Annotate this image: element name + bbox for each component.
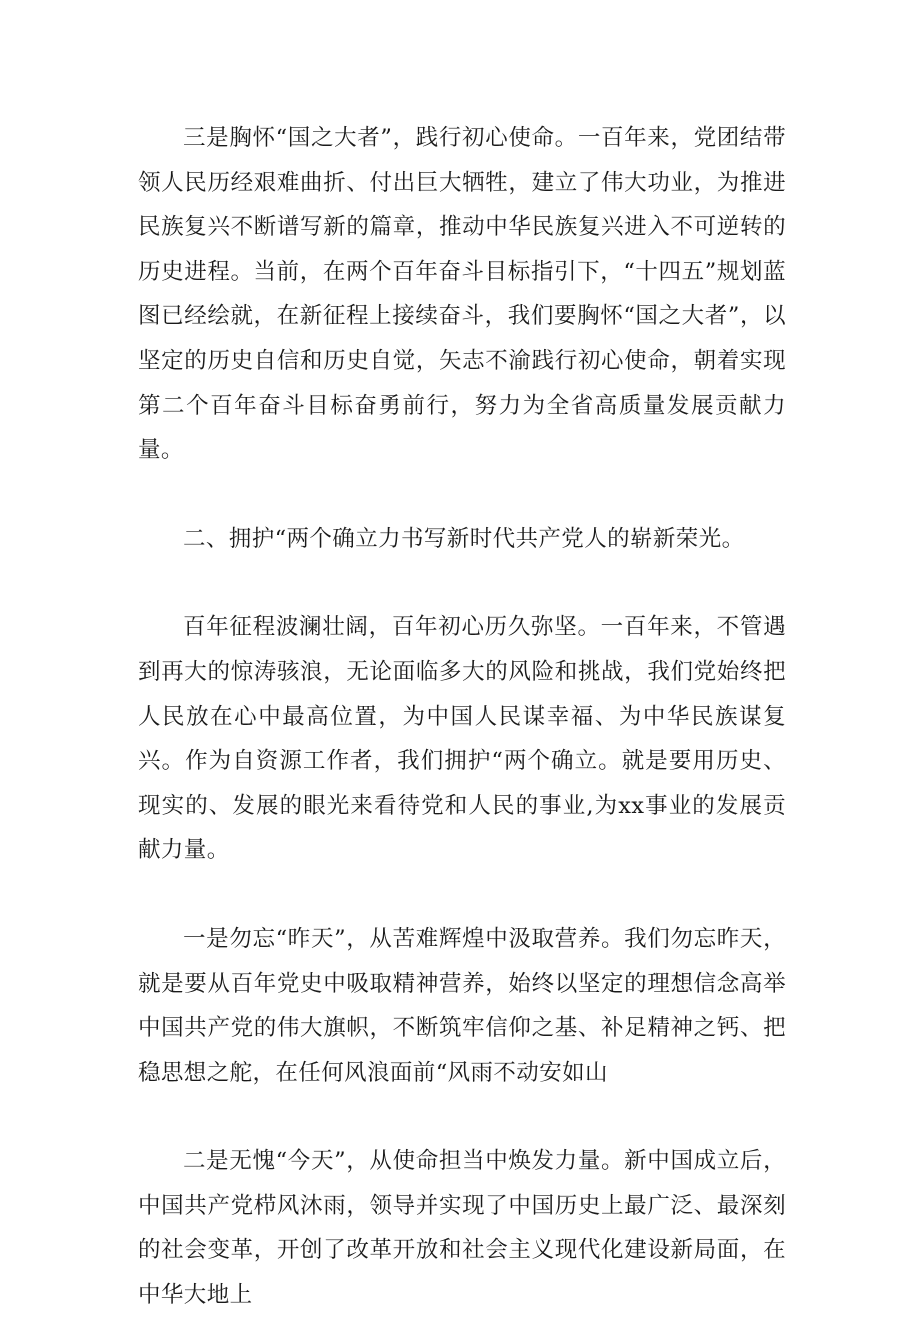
paragraph-yi-shi-wu-wang: 一是勿忘“昨天”，从苦难辉煌中汲取营养。我们勿忘昨天，就是要从百年党史中吸取精神营养，始终以坚定的理想信念高举中国共产党的伟大旗帜，不断筑牢信仰之基、补足精神之钙、把稳思想之舵，在任何风浪面前“风雨不动安如山 [138, 925, 786, 1086]
paragraph-san-shi-xiong-huai: 三是胸怀“国之大者”，践行初心使命。一百年来，党团结带领人民历经艰难曲折、付出巨大牺牲，建立了伟大功业，为推进民族复兴不断谱写新的篇章，推动中华民族复兴进入不可逆转的历史进程。当前，在两个百年奋斗目标指引下，“十四五”规划蓝图已经绘就，在新征程上接续奋斗，我们要胸怀“国之大者”，以坚定的历史自信和历史自觉，矢志不渝践行初心使命，朝着实现第二个百年奋斗目标奋勇前行，努力为全省高质量发展贡献力量。 [138, 125, 786, 464]
section-heading-two: 二、拥护“两个确立力书写新时代共产党人的崭新荣光。 [183, 525, 745, 552]
paragraph-bai-nian-zheng-cheng: 百年征程波澜壮阔，百年初心历久弥坚。一百年来，不管遇到再大的惊涛骇浪，无论面临多大的风险和挑战，我们党始终把人民放在心中最高位置，为中国人民谋幸福、为中华民族谋复兴。作为自资源工作者，我们拥护“两个确立。就是要用历史、现实的、发展的眼光来看待党和人民的事业,为xx事业的发展贡献力量。 [138, 614, 786, 864]
document-body [138, 116, 786, 1318]
paragraph-er-shi-wu-kui: 二是无愧“今天”，从使命担当中焕发力量。新中国成立后，中国共产党栉风沐雨，领导并实现了中国历史上最广泛、最深刻的社会变革，开创了改革开放和社会主义现代化建设新局面，在中华大地上 [138, 1148, 786, 1309]
